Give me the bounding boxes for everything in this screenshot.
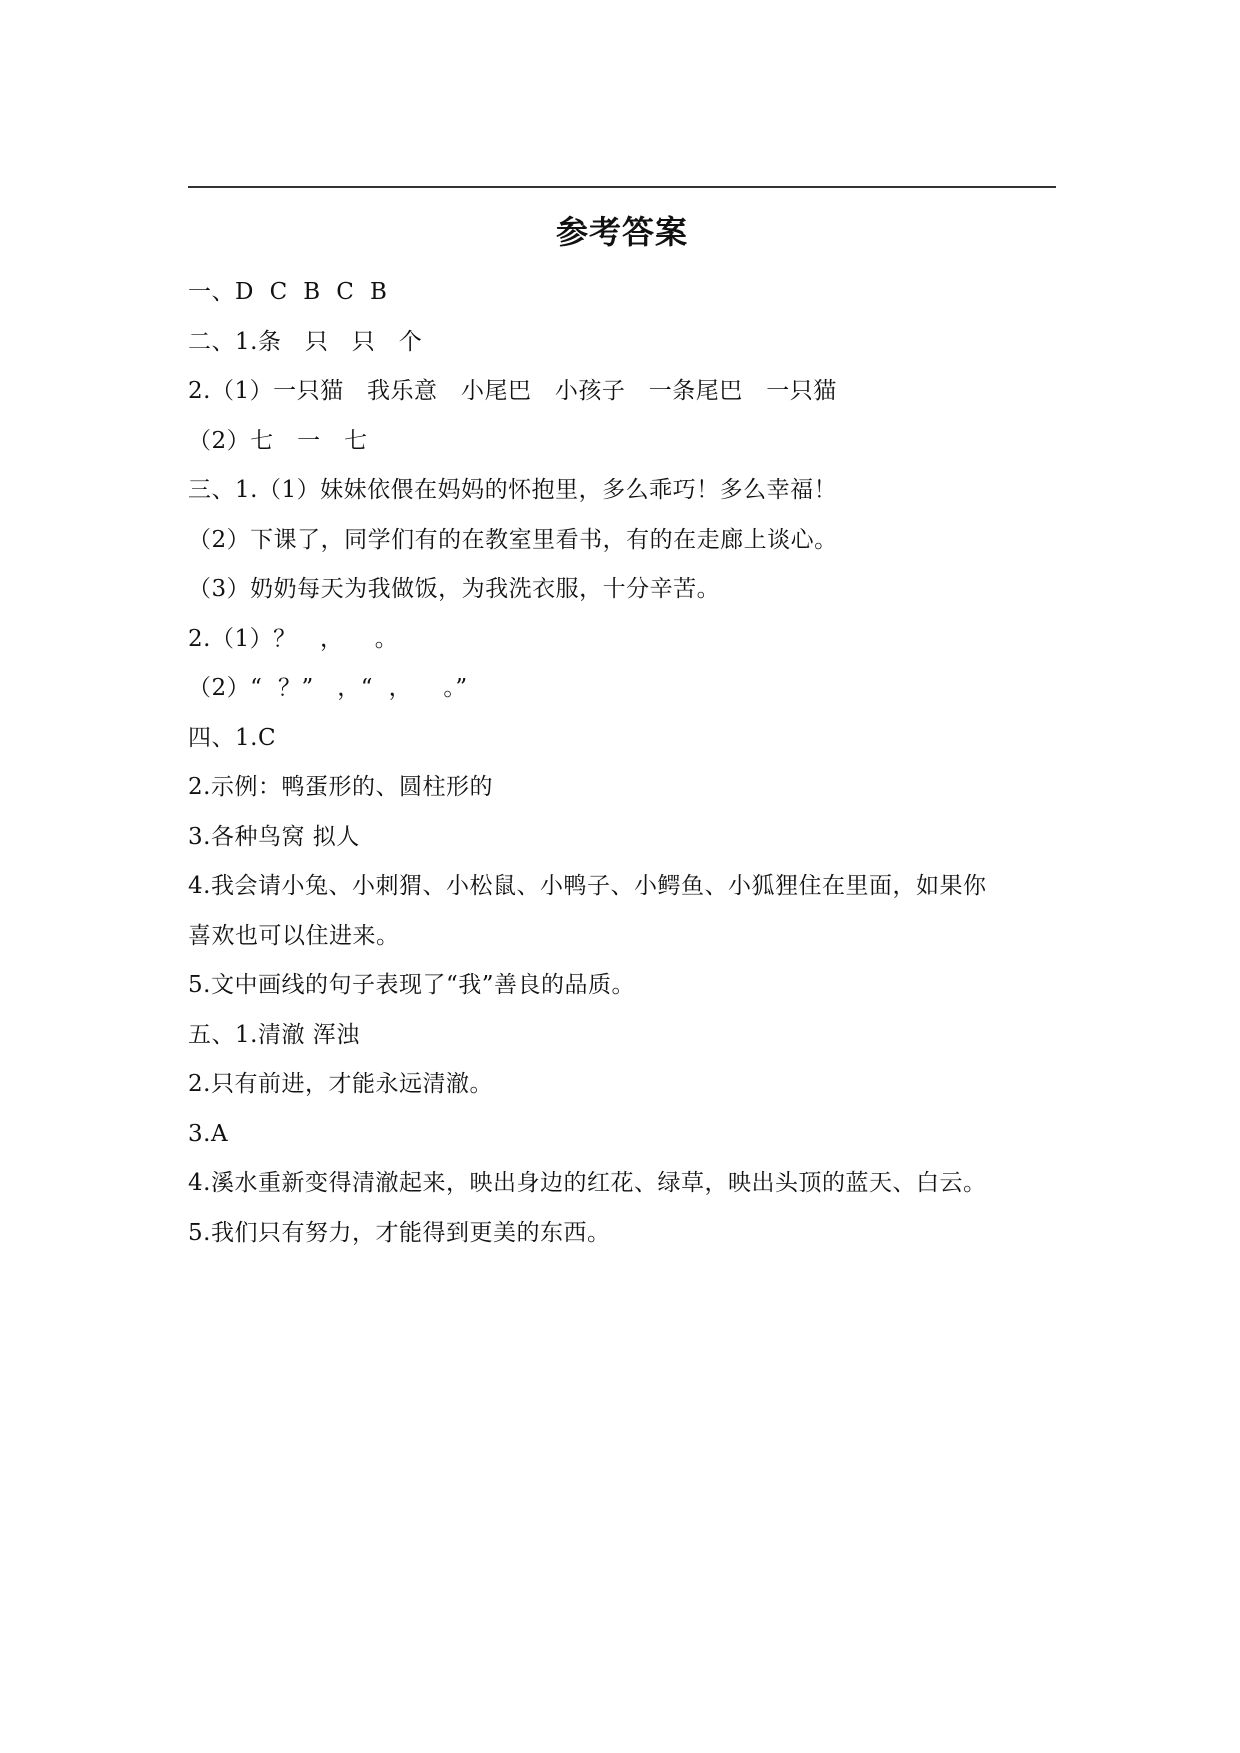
answer-line: （2）“ ？” ，“ ， 。” (188, 675, 468, 701)
answer-line: 三、1.（1）妹妹依偎在妈妈的怀抱里，多么乖巧！多么幸福！ (188, 477, 838, 503)
answer-line: 4.我会请小兔、小刺猬、小松鼠、小鸭子、小鳄鱼、小狐狸住在里面，如果你 (188, 873, 987, 899)
answer-line: 2.（1）？ ， 。 (188, 625, 399, 652)
answer-line: 5.文中画线的句子表现了“我”善良的品质。 (188, 972, 635, 998)
answer-line: 3.A (188, 1120, 229, 1147)
answer-line: 2.只有前进，才能永远清澈。 (188, 1071, 493, 1097)
answer-line: 喜欢也可以住进来。 (188, 922, 400, 949)
answer-line: 四、1.C (188, 724, 277, 751)
answer-line: （3）奶奶每天为我做饭，为我洗衣服，十分辛苦。 (188, 576, 721, 602)
answer-line: 2.（1）一只猫 我乐意 小尾巴 小孩子 一条尾巴 一只猫 (188, 378, 837, 404)
answer-list (188, 268, 1068, 1258)
answer-line: 4.溪水重新变得清澈起来，映出身边的红花、绿草，映出头顶的蓝天、白云。 (188, 1170, 987, 1196)
header-rule (188, 186, 1056, 188)
answer-line: （2）七 一 七 (188, 427, 368, 454)
answer-line: 二、1.条 只 只 个 (188, 328, 423, 355)
answer-line: 五、1.清澈 浑浊 (188, 1021, 360, 1048)
answer-line: （2）下课了，同学们有的在教室里看书，有的在走廊上谈心。 (188, 526, 838, 553)
page-title: 参考答案 (555, 213, 688, 251)
answer-line: 3.各种鸟窝 拟人 (188, 823, 360, 850)
answer-line: 5.我们只有努力，才能得到更美的东西。 (188, 1219, 611, 1246)
answer-line: 一、D C B C B (188, 279, 388, 305)
answer-line: 2.示例：鸭蛋形的、圆柱形的 (188, 774, 493, 800)
